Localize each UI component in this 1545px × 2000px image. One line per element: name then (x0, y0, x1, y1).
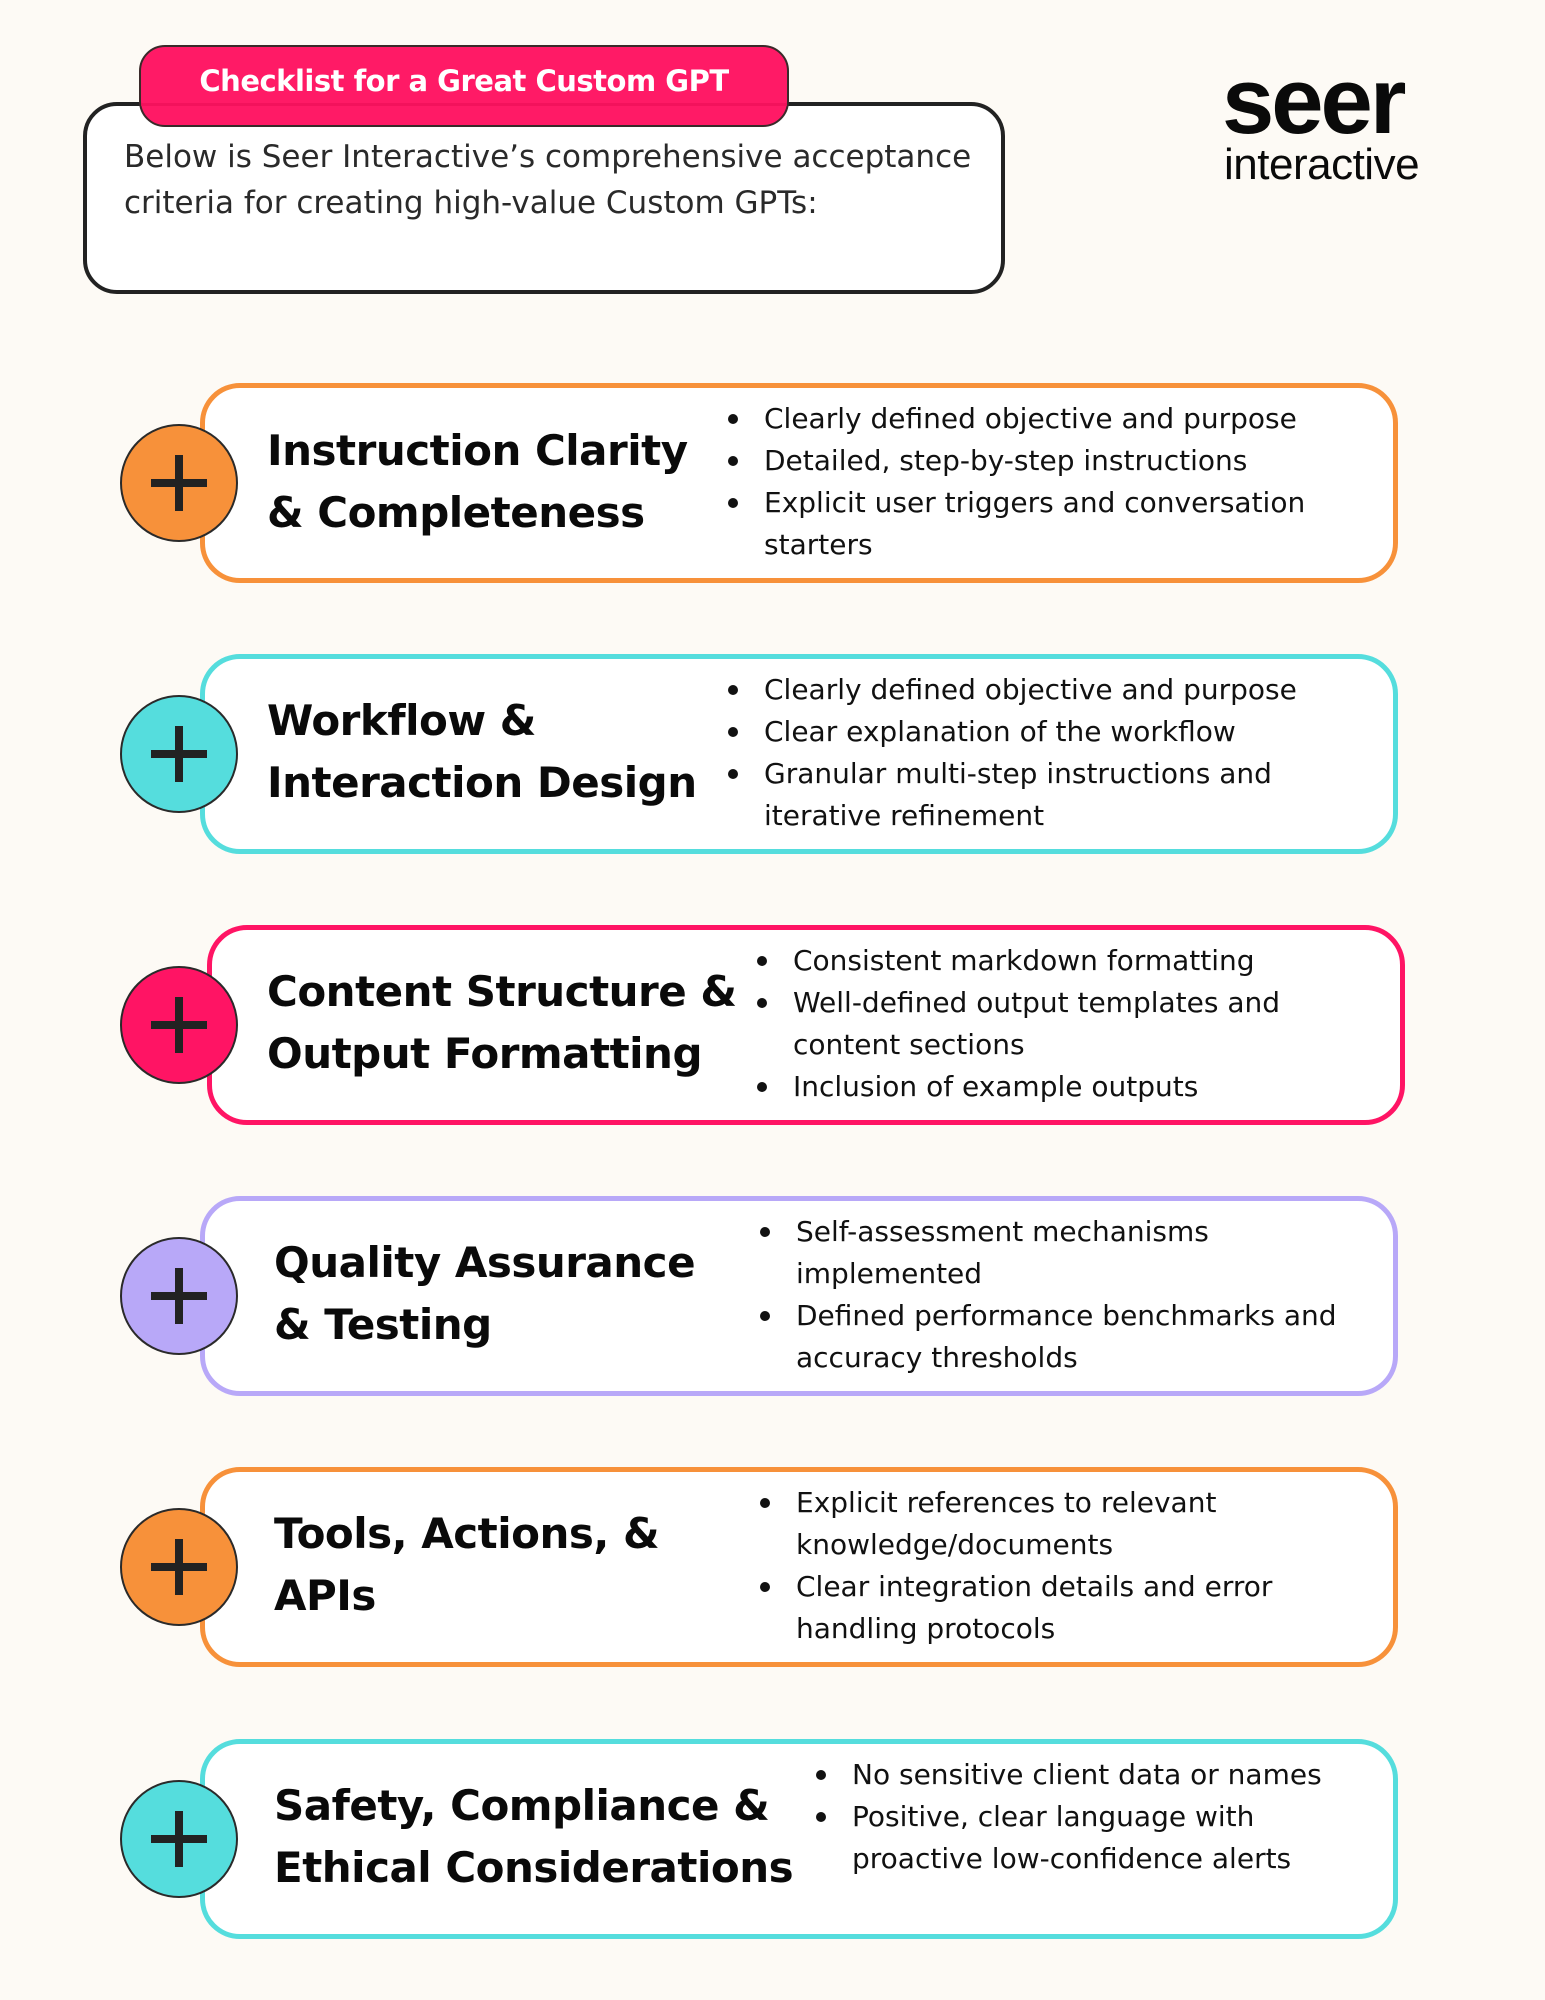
list-item: Defined performance benchmarks and accuracy thresholds (760, 1295, 1350, 1379)
list-item: Clear integration details and error handling protocols (760, 1566, 1340, 1650)
card-title: Tools, Actions, & APIs (274, 1509, 660, 1620)
list-item: Inclusion of example outputs (757, 1066, 1357, 1108)
list-item: Consistent markdown formatting (757, 940, 1357, 982)
plus-icon (120, 1237, 238, 1355)
list-item: Clearly defined objective and purpose (728, 669, 1348, 711)
card-bullet-list (760, 1482, 1340, 1650)
list-item: Explicit user triggers and conversation starters (728, 482, 1368, 566)
list-item: Granular multi-step instructions and iterative refinement (728, 753, 1348, 837)
card-title: Safety, Compliance & Ethical Considerations (274, 1781, 794, 1892)
plus-icon (120, 1780, 238, 1898)
seer-interactive-logo (1222, 48, 1482, 189)
intro-description: Below is Seer Interactive’s comprehensive acceptance criteria for creating high-value Custom GPTs: (124, 139, 972, 221)
card-bullet-list (760, 1211, 1350, 1379)
list-item: Positive, clear language with proactive low-confidence alerts (816, 1796, 1356, 1880)
checklist-title: Checklist for a Great Custom GPT (199, 64, 729, 98)
logo-wordmark-seer: seer (1222, 48, 1404, 153)
card-title: Content Structure & Output Formatting (267, 967, 737, 1078)
list-item: Explicit references to relevant knowledge/documents (760, 1482, 1340, 1566)
card-title: Instruction Clarity & Completeness (267, 426, 688, 537)
list-item: Clearly defined objective and purpose (728, 398, 1368, 440)
logo-wordmark-interactive: interactive (1224, 140, 1420, 189)
list-item: Detailed, step-by-step instructions (728, 440, 1368, 482)
checklist-title-tag (139, 45, 789, 127)
plus-icon (120, 424, 238, 542)
plus-icon (120, 966, 238, 1084)
list-item: Self-assessment mechanisms implemented (760, 1211, 1350, 1295)
card-bullet-list (728, 398, 1368, 566)
list-item: Well-defined output templates and content sections (757, 982, 1357, 1066)
card-bullet-list (728, 669, 1348, 837)
list-item: No sensitive client data or names (816, 1754, 1356, 1796)
card-bullet-list (816, 1754, 1356, 1880)
card-title: Workflow & Interaction Design (267, 696, 697, 807)
card-bullet-list (757, 940, 1357, 1108)
plus-icon (120, 695, 238, 813)
card-title: Quality Assurance & Testing (274, 1238, 696, 1349)
list-item: Clear explanation of the workflow (728, 711, 1348, 753)
plus-icon (120, 1508, 238, 1626)
